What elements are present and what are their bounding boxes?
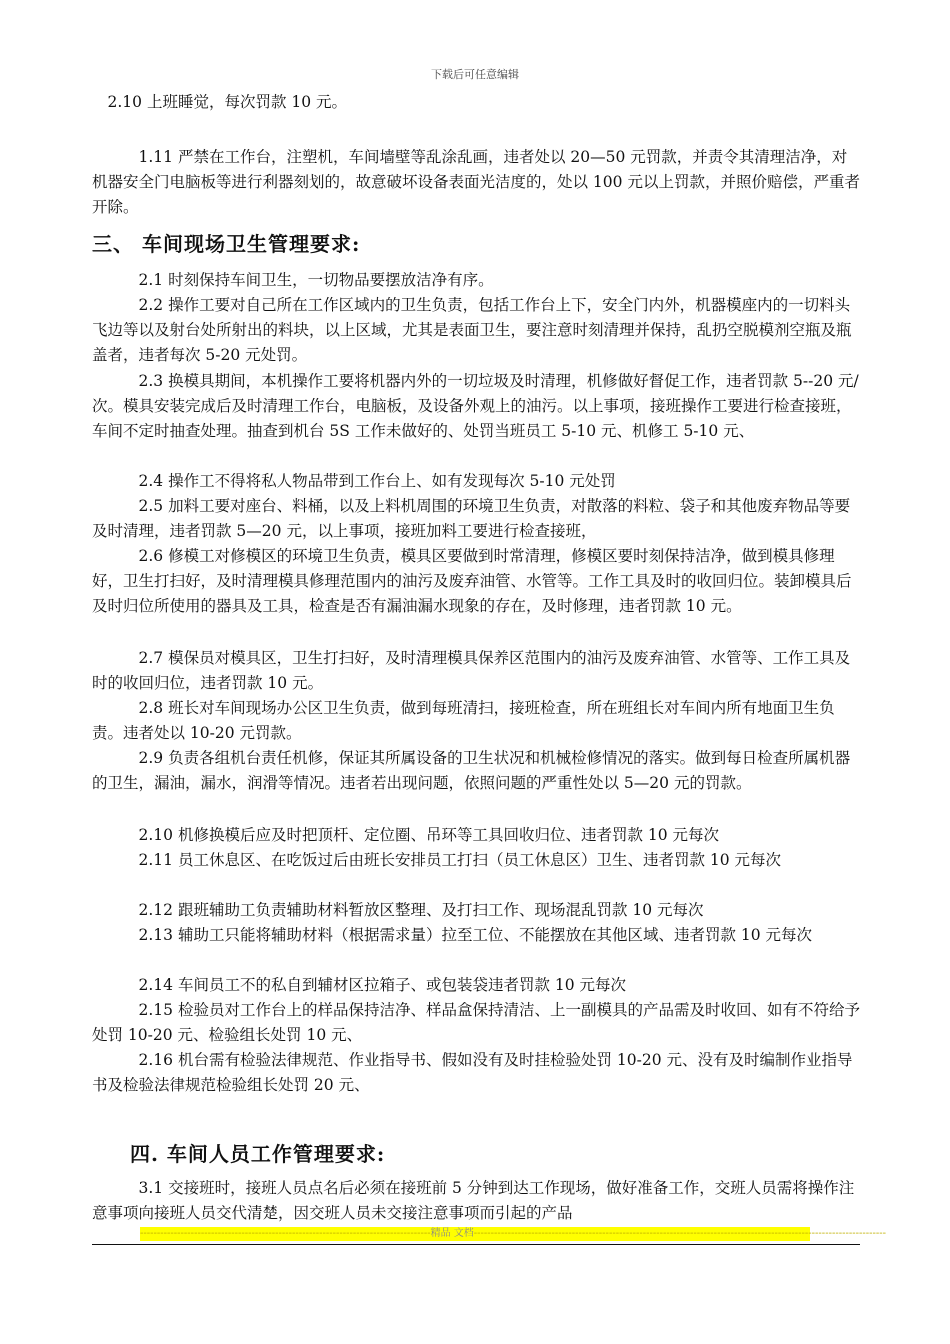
paragraph-2-8: 2.8 班长对车间现场办公区卫生负责，做到每班清扫，接班检查，所在班组长对车间内所有地面卫生负责。违者处以 10-20 元罚款。 xyxy=(92,699,835,742)
page-header: 下载后可任意编辑 xyxy=(431,68,519,81)
paragraph-2-15: 2.15 检验员对工作台上的样品保持洁净、样品盒保持清洁、上一副模具的产品需及时收回、如有不符给予处罚 10-20 元、检验组长处罚 10 元、 xyxy=(92,1001,860,1044)
paragraph-2-11: 2.11 员工休息区、在吃饭过后由班长安排员工打扫（员工休息区）卫生、违者罚款 10 元每次 xyxy=(92,851,782,869)
paragraph-2-1: 2.1 时刻保持车间卫生，一切物品要摆放洁净有序。 xyxy=(92,271,494,289)
footer-label: 精品 文档 xyxy=(430,1228,474,1239)
paragraph-2-3: 2.3 换模具期间，本机操作工要将机器内外的一切垃圾及时清理，机修做好督促工作，违者罚款 5--20 元/次。模具安装完成后及时清理工作台，电脑板，及设备外观上的油污。以上事项，接班操作工要进行检查接班，车间不定时抽查处理。抽查到机台 5S 工作未做好的、处罚当班员工 5-10 元、机修工 5-10 元、 xyxy=(92,372,859,440)
paragraph-2-2: 2.2 操作工要对自己所在工作区域内的卫生负责，包括工作台上下，安全门内外，机器模座内的一切料头飞边等以及射台处所射出的料块，以上区域，尤其是表面卫生，要注意时刻清理并保持，乱扔空脱模剂空瓶及瓶盖者，违者每次 5-20 元处罚。 xyxy=(92,296,852,364)
paragraph-2-16: 2.16 机台需有检验法律规范、作业指导书、假如没有及时挂检验处罚 10-20 元、没有及时编制作业指导书及检验法律规范检验组长处罚 20 元、 xyxy=(92,1051,853,1094)
footer-dashes-right: -------------------------------------------------------------------------------------------------------------------------- xyxy=(473,1228,887,1239)
footer-banner xyxy=(140,1227,887,1241)
footer-rule xyxy=(92,1244,860,1245)
paragraph-1-11: 1.11 严禁在工作台，注塑机，车间墙壁等乱涂乱画，违者处以 20—50 元罚款，并责令其清理洁净，对机器安全门电脑板等进行利器刻划的，故意破坏设备表面光洁度的，处以 100 元以上罚款，并照价赔偿，严重者开除。 xyxy=(92,148,860,216)
paragraph-2-12: 2.12 跟班辅助工负责辅助材料暂放区整理、及打扫工作、现场混乱罚款 10 元每次 xyxy=(92,901,704,919)
paragraph-2-14: 2.14 车间员工不的私自到辅材区拉箱子、或包装袋违者罚款 10 元每次 xyxy=(92,976,627,994)
paragraph-2-6: 2.6 修模工对修模区的环境卫生负责，模具区要做到时常清理，修模区要时刻保持洁净，做到模具修理好，卫生打扫好，及时清理模具修理范围内的油污及废弃油管、水管等。工作工具及时的收回归位。装卸模具后及时归位所使用的器具及工具，检查是否有漏油漏水现象的存在，及时修理，违者罚款 10 元。 xyxy=(92,547,852,615)
paragraph-2-4: 2.4 操作工不得将私人物品带到工作台上、如有发现每次 5-10 元处罚 xyxy=(92,472,616,490)
paragraph-3-1: 3.1 交接班时，接班人员点名后必须在接班前 5 分钟到达工作现场，做好准备工作，交班人员需将操作注意事项向接班人员交代清楚，因交班人员未交接注意事项而引起的产品 xyxy=(92,1179,855,1222)
paragraph-2-13: 2.13 辅助工只能将辅助材料（根据需求量）拉至工位、不能摆放在其他区域、违者罚款 10 元每次 xyxy=(92,926,813,944)
paragraph-2-10-sleep: 2.10 上班睡觉，每次罚款 10 元。 xyxy=(92,93,348,111)
paragraph-2-5: 2.5 加料工要对座台、料桶，以及上料机周围的环境卫生负责，对散落的料粒、袋子和其他废弃物品等要及时清理，违者罚款 5—20 元，以上事项，接班加料工要进行检查接班， xyxy=(92,497,851,540)
paragraph-2-10: 2.10 机修换模后应及时把顶杆、定位圈、吊环等工具回收归位、违者罚款 10 元每次 xyxy=(92,826,720,844)
section-heading-4: 四. 车间人员工作管理要求: xyxy=(130,1142,386,1166)
footer-dashes-left: -------------------------------------------------------------------------------------- xyxy=(140,1228,431,1239)
paragraph-2-7: 2.7 模保员对模具区，卫生打扫好，及时清理模具保养区范围内的油污及废弃油管、水管等、工作工具及时的收回归位，违者罚款 10 元。 xyxy=(92,649,851,692)
section-heading-3: 三、 车间现场卫生管理要求: xyxy=(92,232,361,256)
paragraph-2-9: 2.9 负责各组机台责任机修，保证其所属设备的卫生状况和机械检修情况的落实。做到每日检查所属机器的卫生，漏油，漏水，润滑等情况。违者若出现问题，依照问题的严重性处以 5—20 元的罚款。 xyxy=(92,749,851,792)
